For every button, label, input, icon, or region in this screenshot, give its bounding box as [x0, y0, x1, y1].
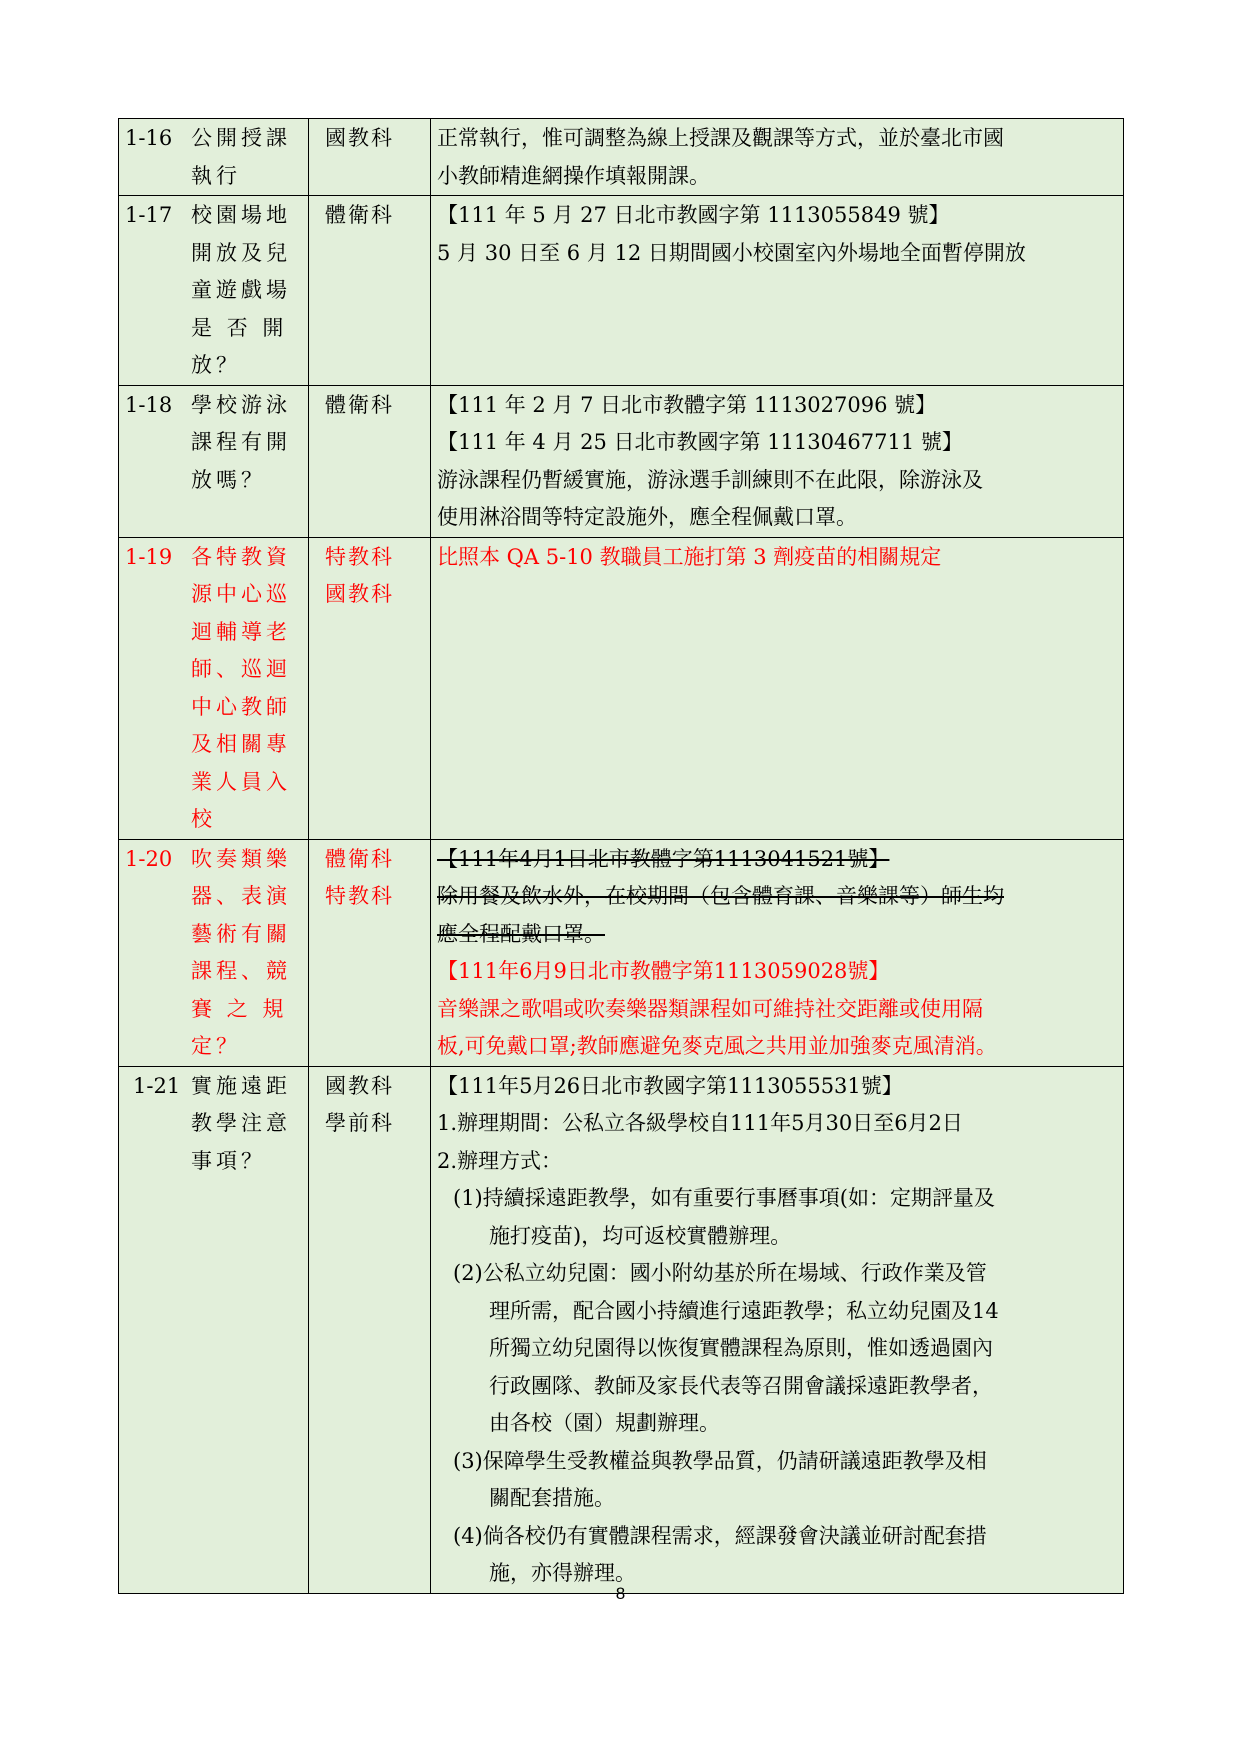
item-number: 1-17 [125, 203, 173, 227]
content-line: 由各校（園）規劃辦理。 [489, 1411, 720, 1435]
dept-name: 國教科 [325, 126, 394, 150]
struck-line: 應全程配戴口罩。 [437, 921, 605, 946]
dept-name: 學前科 [325, 1111, 394, 1135]
item-title-line: 各特教資 [191, 544, 291, 569]
item-title-line: 公開授課 [191, 126, 291, 150]
item-title-line: 校 [191, 807, 216, 831]
content-line: 理所需，配合國小持續進行遠距教學；私立幼兒園及14 [489, 1298, 999, 1323]
item-title-line: 業人員入 [191, 769, 291, 794]
content-line: 【111年5月26日北市教國字第1113055531號】 [437, 1073, 903, 1098]
content-line: 游泳課程仍暫緩實施，游泳選手訓練則不在此限，除游泳及 [437, 467, 983, 492]
item-cell [119, 119, 309, 196]
struck-line: 【111年4月1日北市教體字第1113041521號】 [437, 846, 890, 871]
content-line: 正常執行，惟可調整為線上授課及觀課等方式，並於臺北市國 [437, 126, 1004, 150]
table-row [119, 1066, 1124, 1593]
item-number: 1-16 [125, 126, 173, 150]
item-title-line: 放嗎？ [191, 467, 266, 492]
item-title-line: 開放及兒 [191, 240, 291, 265]
content-line: (4)倘各校仍有實體課程需求，經課發會決議並研討配套措 [453, 1523, 987, 1548]
content-line: (3)保障學生受教權益與教學品質，仍請研議遠距教學及相 [453, 1448, 987, 1473]
item-title-line: 實施遠距 [191, 1073, 291, 1098]
content-line: 【111 年 5 月 27 日北市教國字第 1113055849 號】 [437, 203, 950, 227]
item-title-line: 事項？ [191, 1148, 266, 1173]
item-title-line: 賽 之 規 [191, 996, 288, 1021]
dept-name: 體衛科 [325, 203, 394, 227]
dept-cell [309, 839, 431, 1066]
content-line: 關配套措施。 [489, 1486, 615, 1510]
content-line: 小教師精進網操作填報開課。 [437, 163, 710, 188]
content-line: 施，亦得辦理。 [489, 1561, 636, 1585]
qa-table [118, 118, 1124, 1594]
page-number: 8 [615, 1584, 626, 1603]
dept-name: 國教科 [325, 582, 394, 606]
item-title-line: 藝術有關 [191, 921, 291, 946]
content-cell [431, 537, 1124, 839]
content-line: 所獨立幼兒園得以恢復實體課程為原則，惟如透過園內 [489, 1336, 993, 1360]
item-title-line: 學校游泳 [191, 392, 291, 417]
item-number: 1-19 [125, 544, 173, 569]
item-title-line: 源中心巡 [191, 582, 291, 606]
item-number: 1-18 [125, 392, 173, 417]
item-cell [119, 1066, 309, 1593]
content-line: (2)公私立幼兒園：國小附幼基於所在場域、行政作業及管 [453, 1261, 987, 1285]
item-title-line: 是 否 開 [191, 315, 288, 340]
content-line: 5 月 30 日至 6 月 12 日期間國小校園室內外場地全面暫停開放 [437, 240, 1026, 265]
content-cell [431, 196, 1124, 386]
content-line: 【111 年 2 月 7 日北市教體字第 1113027096 號】 [437, 392, 937, 417]
item-title-line: 定？ [191, 1034, 241, 1058]
item-number: 1-21 [133, 1073, 181, 1098]
item-title-line: 放？ [191, 353, 241, 377]
item-title-line: 校園場地 [191, 203, 291, 227]
dept-cell [309, 119, 431, 196]
content-line: 板,可免戴口罩;教師應避免麥克風之共用並加強麥克風清消。 [437, 1034, 997, 1058]
table-row [119, 196, 1124, 386]
content-cell [431, 839, 1124, 1066]
dept-name: 特教科 [325, 544, 394, 569]
item-cell [119, 839, 309, 1066]
content-line: 【111 年 4 月 25 日北市教國字第 11130467711 號】 [437, 430, 963, 454]
dept-cell [309, 537, 431, 839]
dept-cell [309, 196, 431, 386]
dept-cell [309, 1066, 431, 1593]
content-line: 比照本 QA 5-10 教職員工施打第 3 劑疫苗的相關規定 [437, 544, 942, 569]
table-row [119, 839, 1124, 1066]
content-cell [431, 119, 1124, 196]
table-row [119, 385, 1124, 537]
item-number: 1-20 [125, 846, 173, 871]
table-row [119, 119, 1124, 196]
item-title-line: 中心教師 [191, 694, 291, 719]
content-line: 2.辦理方式： [437, 1148, 563, 1173]
item-title-line: 執行 [191, 163, 241, 188]
item-cell [119, 196, 309, 386]
item-cell [119, 537, 309, 839]
content-line: (1)持續採遠距教學，如有重要行事曆事項(如：定期評量及 [453, 1186, 995, 1210]
dept-name: 體衛科 [325, 846, 394, 871]
dept-name: 體衛科 [325, 392, 394, 417]
item-title-line: 課程有開 [191, 430, 291, 454]
content-line: 施打疫苗)，均可返校實體辦理。 [489, 1223, 792, 1248]
item-title-line: 課程、競 [191, 959, 291, 983]
content-line: 行政團隊、教師及家長代表等召開會議採遠距教學者， [489, 1373, 993, 1398]
dept-name: 國教科 [325, 1073, 394, 1098]
content-cell [431, 385, 1124, 537]
item-title-line: 教學注意 [191, 1111, 291, 1135]
dept-name: 特教科 [325, 884, 394, 908]
item-title-line: 器、表演 [191, 884, 291, 908]
content-line: 【111年6月9日北市教體字第1113059028號】 [437, 959, 890, 983]
table-row [119, 537, 1124, 839]
struck-line: 除用餐及飲水外，在校期間（包含體育課、音樂課等）師生均 [437, 884, 1004, 908]
content-line: 使用淋浴間等特定設施外，應全程佩戴口罩。 [437, 505, 857, 529]
item-cell [119, 385, 309, 537]
item-title-line: 師、巡迴 [191, 657, 291, 681]
item-title-line: 迴輔導老 [191, 619, 291, 644]
item-title-line: 吹奏類樂 [191, 846, 291, 871]
item-title-line: 童遊戲場 [191, 278, 291, 302]
content-cell [431, 1066, 1124, 1593]
content-line: 音樂課之歌唱或吹奏樂器類課程如可維持社交距離或使用隔 [437, 996, 983, 1021]
item-title-line: 及相關專 [191, 732, 291, 756]
dept-cell [309, 385, 431, 537]
content-line: 1.辦理期間：公私立各級學校自111年5月30日至6月2日 [437, 1111, 963, 1135]
